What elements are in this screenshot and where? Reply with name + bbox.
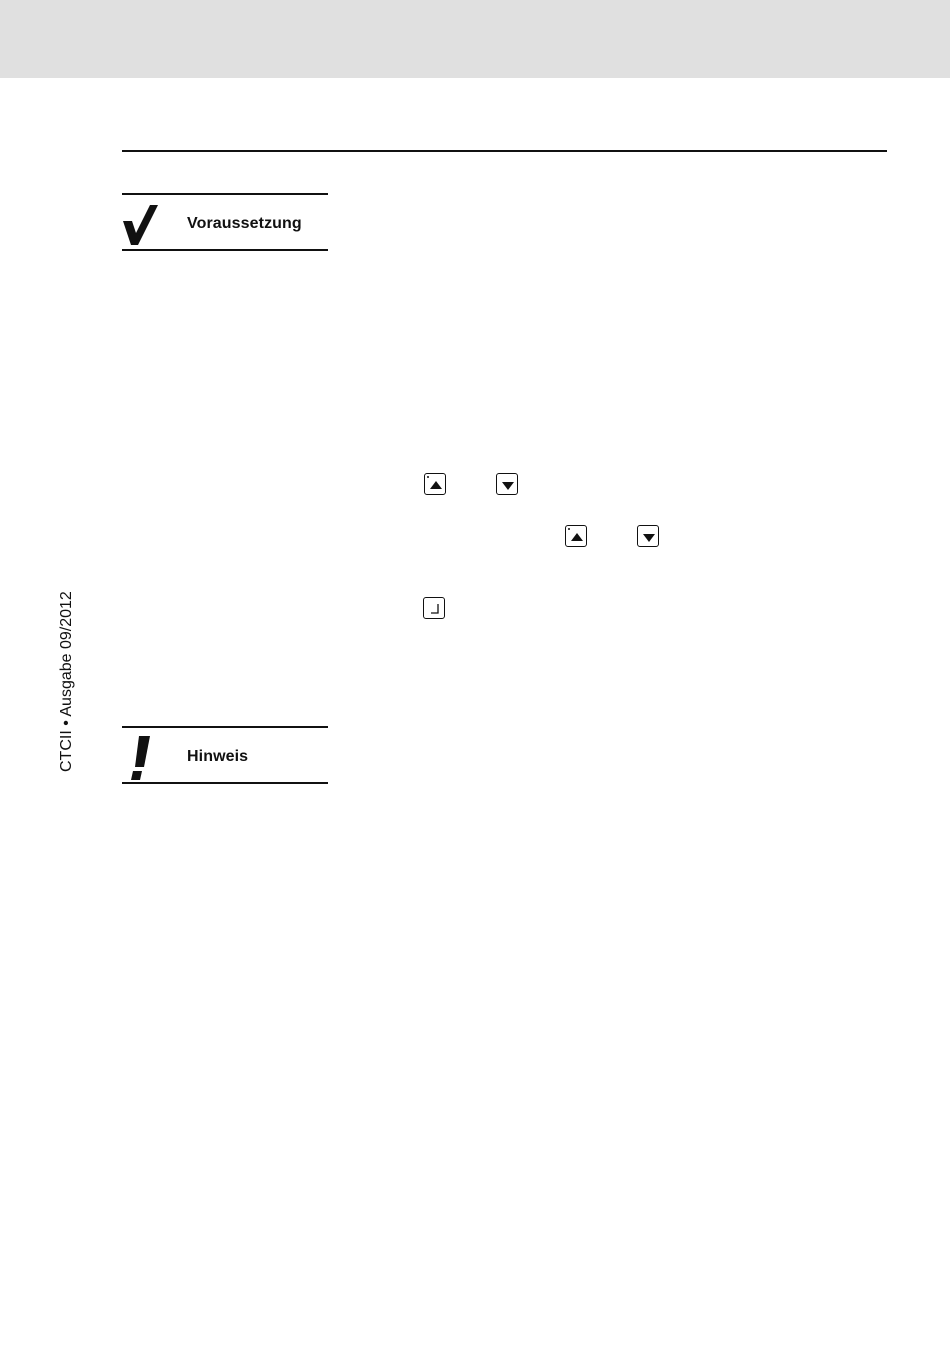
triangle-down-icon <box>638 526 660 548</box>
arrow-up-key <box>565 525 587 547</box>
triangle-up-icon <box>566 526 588 548</box>
arrow-down-key <box>637 525 659 547</box>
prerequisite-label: Voraussetzung <box>187 215 302 232</box>
triangle-down-icon <box>497 474 519 496</box>
edition-footer: CTCII • Ausgabe 09/2012 <box>58 591 75 772</box>
enter-key <box>423 597 445 619</box>
header-band <box>0 0 950 78</box>
note-callout <box>122 726 328 784</box>
triangle-up-icon <box>425 474 447 496</box>
header-rule <box>122 150 887 152</box>
note-label: Hinweis <box>187 748 249 765</box>
exclamation-icon <box>122 732 166 780</box>
arrow-down-key <box>496 473 518 495</box>
arrow-up-key <box>424 473 446 495</box>
enter-icon <box>424 598 446 620</box>
prerequisite-callout <box>122 193 328 251</box>
checkmark-icon <box>122 199 166 247</box>
